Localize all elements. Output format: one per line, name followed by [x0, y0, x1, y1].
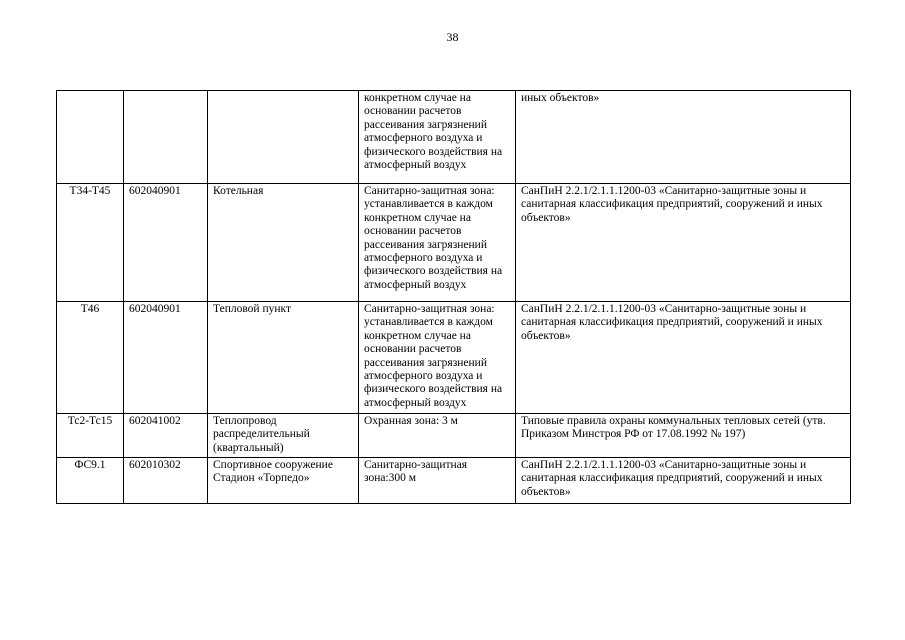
object-id-cell: 602040901: [124, 184, 208, 302]
zones-table: [56, 90, 851, 504]
regulation-cell: СанПиН 2.2.1/2.1.1.1200-03 «Санитарно-защитные зоны и санитарная классификация предприятий, сооружений и иных объектов»: [516, 184, 851, 302]
table-row: [57, 184, 851, 302]
zone-cell: конкретном случае на основании расчетов рассеивания загрязнений атмосферного воздуха и физического воздействия на атмосферный воздух: [359, 91, 516, 184]
object-code-cell: [57, 91, 124, 184]
object-id-cell: [124, 91, 208, 184]
object-code-cell: ФС9.1: [57, 458, 124, 504]
object-name-cell: Котельная: [208, 184, 359, 302]
table-row: [57, 458, 851, 504]
object-id-cell: 602010302: [124, 458, 208, 504]
object-code-cell: Т46: [57, 302, 124, 414]
object-name-cell: Теплопровод распределительный (квартальный): [208, 414, 359, 458]
table-row: [57, 302, 851, 414]
regulation-cell: Типовые правила охраны коммунальных тепловых сетей (утв. Приказом Минстроя РФ от 17.08.1992 № 197): [516, 414, 851, 458]
object-code-cell: Т34-Т45: [57, 184, 124, 302]
object-name-cell: [208, 91, 359, 184]
zone-cell: Охранная зона: 3 м: [359, 414, 516, 458]
zone-cell: Санитарно-защитная зона:300 м: [359, 458, 516, 504]
table-row: [57, 414, 851, 458]
regulation-cell: СанПиН 2.2.1/2.1.1.1200-03 «Санитарно-защитные зоны и санитарная классификация предприятий, сооружений и иных объектов»: [516, 458, 851, 504]
object-id-cell: 602041002: [124, 414, 208, 458]
object-name-cell: Спортивное сооружение Стадион «Торпедо»: [208, 458, 359, 504]
regulation-cell: иных объектов»: [516, 91, 851, 184]
object-code-cell: Тс2-Тс15: [57, 414, 124, 458]
regulation-cell: СанПиН 2.2.1/2.1.1.1200-03 «Санитарно-защитные зоны и санитарная классификация предприятий, сооружений и иных объектов»: [516, 302, 851, 414]
page-number: 38: [446, 30, 459, 44]
zone-cell: Санитарно-защитная зона: устанавливается в каждом конкретном случае на основании расчетов рассеивания загрязнений атмосферного воздуха и физического воздействия на атмосферный воздух: [359, 184, 516, 302]
object-id-cell: 602040901: [124, 302, 208, 414]
table-row: [57, 91, 851, 184]
object-name-cell: Тепловой пункт: [208, 302, 359, 414]
zone-cell: Санитарно-защитная зона: устанавливается в каждом конкретном случае на основании расчетов рассеивания загрязнений атмосферного воздуха и физического воздействия на атмосферный воздух: [359, 302, 516, 414]
